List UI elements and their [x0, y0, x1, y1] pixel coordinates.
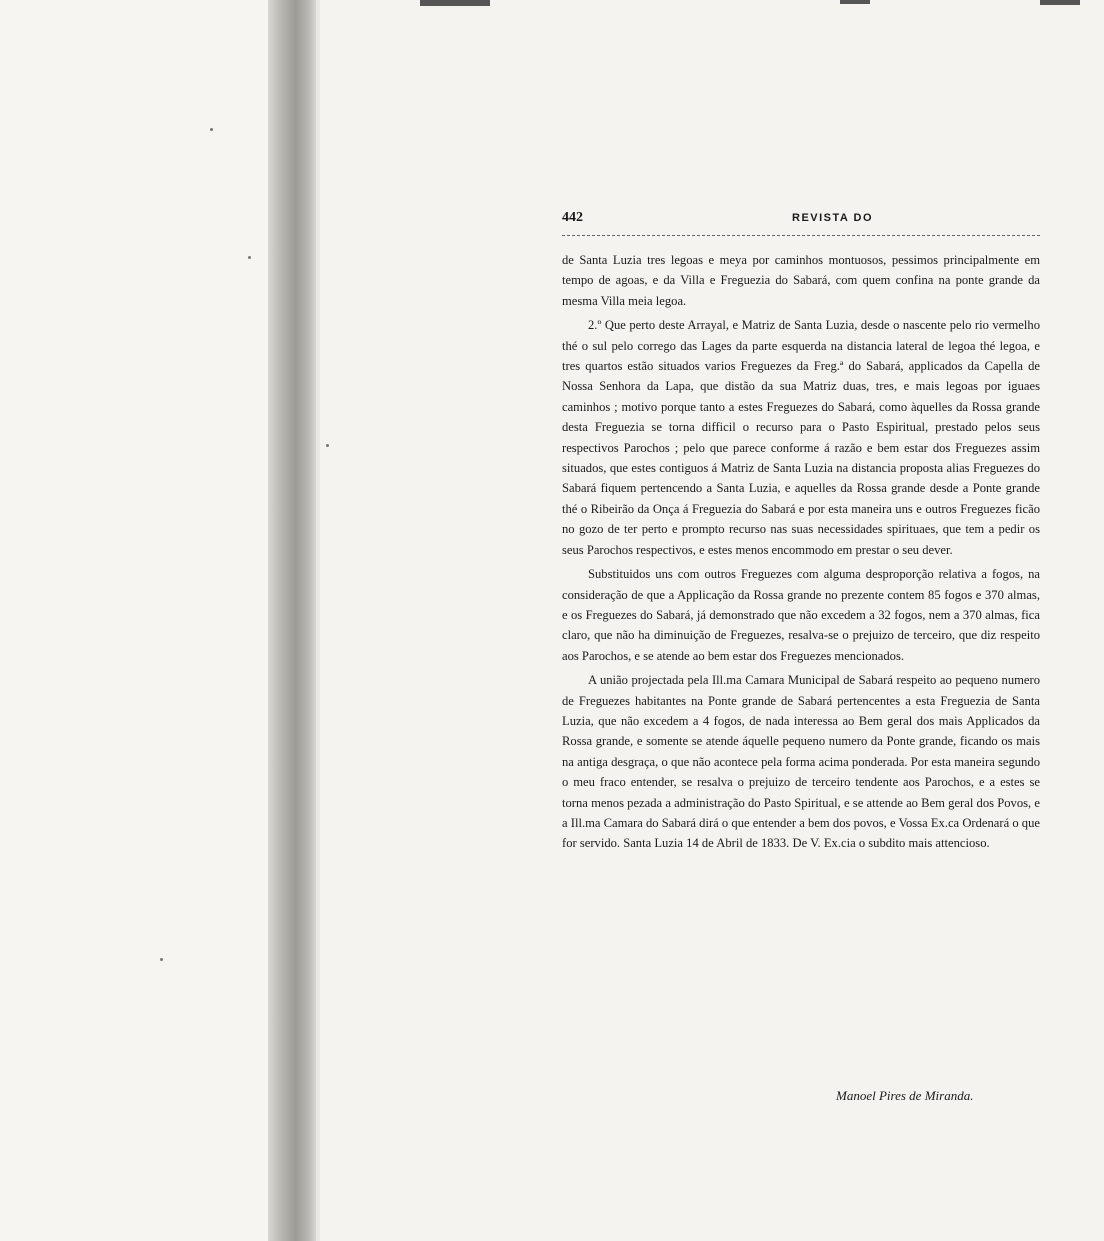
- signature: Manoel Pires de Miranda.: [836, 1088, 974, 1103]
- book-gutter-shadow: [268, 0, 318, 1241]
- scan-smudge: [420, 0, 490, 6]
- scan-speck: [210, 128, 213, 131]
- paragraph: A união projectada pela Ill.ma Camara Municipal de Sabará respeito ao pequeno numero de Freguezes habitantes na Ponte grande de Sabará pertencentes a esta Freguezia de Santa Luzia, que não excedem a 4 fogos, de nada interessa ao Bem geral dos mais Applicados da Rossa grande, e somente se atende áquelle pequeno numero da Ponte grande, ficando os mais na antiga desgraça, o que não acontece pela forma acima ponderada. Por esta maneira segundo o meu fraco entender, se resalva o prejuizo de terceiro tendente aos Parochos, e a estes se torna menos pezada a administração do Pasto Spiritual, e se attende ao Bem geral dos Povos, e a Ill.ma Camara do Sabará dirá o que entender a bem dos povos, e Vossa Ex.ca Ordenará o que for servido. Santa Luzia 14 de Abril de 1833. De V. Ex.cia o subdito mais attencioso.: [562, 673, 1040, 851]
- scan-smudge: [840, 0, 870, 4]
- scan-speck: [160, 958, 163, 961]
- paragraph: 2.º Que perto deste Arrayal, e Matriz de Santa Luzia, desde o nascente pelo rio vermelho thé o sul pelo corrego das Lages da parte esquerda na distancia lateral de legoa thé legoa, e tres quartos estão situados varios Freguezes da Freg.ª do Sabará, applicados da Capella de Nossa Senhora da Lapa, que distão da sua Matriz duas, tres, e mais legoas por iguaes caminhos ; motivo porque tanto a estes Freguezes do Sabará, como àquelles da Rossa grande desta Freguezia se torna difficil o recurso para o Pasto Espiritual, prestado pelos seus respectivos Parochos ; pelo que parece conforme á razão e bem estar dos Freguezes assim situados, que estes contiguos á Matriz de Santa Luzia na distancia proposta alias Freguezes do Sabará fiquem pertencendo a Santa Luzia, e aquelles da Rossa grande desde a Ponte grande thé o Ribeirão da Onça á Freguezia do Sabará e por esta maneira uns e outros Freguezes ficão no gozo de ter perto e prompto recurso nas suas necessidades spirituaes, que tem a pedir os seus Parochos respectivos, e estes menos encommodo em prestar o seu dever.: [562, 318, 1040, 557]
- header-rule: [562, 235, 1040, 236]
- left-page-margin: [0, 0, 272, 1241]
- page-number: 442: [562, 210, 583, 225]
- scan-speck: [326, 444, 329, 447]
- scan-speck: [248, 256, 251, 259]
- body-text: [562, 250, 1040, 854]
- paragraph: Substituidos uns com outros Freguezes com alguma desproporção relativa a fogos, na consideração de que a Applicação da Rossa grande no prezente contem 85 fogos e 370 almas, e os Freguezes do Sabará, já demonstrado que não excedem a 32 fogos, nem a 370 almas, fica claro, que não ha diminuição de Freguezes, resalva-se o prejuizo de terceiro, que diz respeito aos Parochos, e se atende ao bem estar dos Freguezes mencionados.: [562, 567, 1040, 663]
- paragraph: de Santa Luzia tres legoas e meya por caminhos montuosos, pessimos principalmente em tempo de agoas, e da Villa e Freguezia do Sabará, com quem confina na ponte grande da mesma Villa meia legoa.: [562, 253, 1040, 308]
- page-edge: [316, 0, 320, 1241]
- journal-title: REVISTA DO: [792, 212, 874, 224]
- running-head: [562, 208, 1042, 232]
- scan-smudge: [1040, 0, 1080, 5]
